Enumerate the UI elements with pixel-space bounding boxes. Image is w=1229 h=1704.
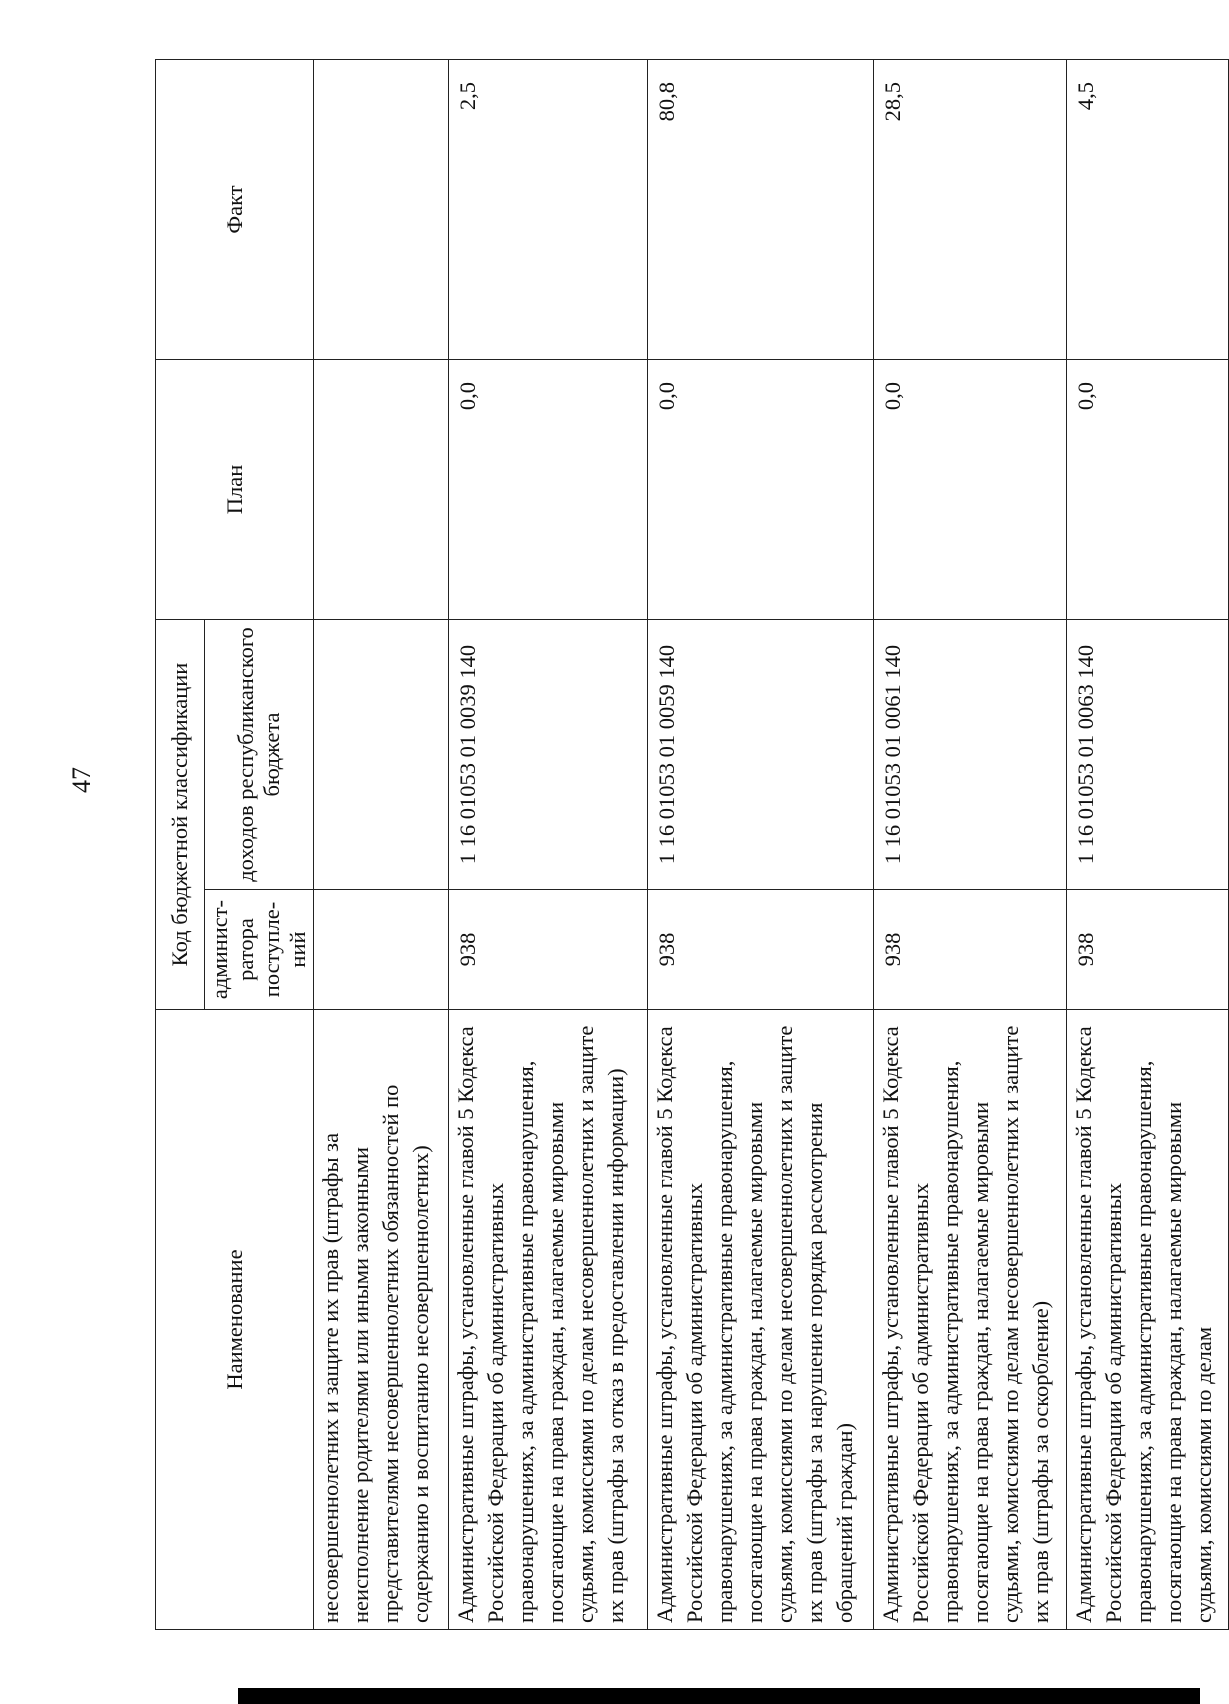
row-plan: 0,0 (873, 359, 1067, 619)
row-plan: 0,0 (449, 359, 648, 619)
row-fact: 4,5 (1067, 59, 1229, 359)
row-fact: 80,8 (648, 59, 873, 359)
header-budget-code-group: Код бюджетной классификации (156, 619, 205, 1009)
row-fact: 28,5 (873, 59, 1067, 359)
row-admin-code: 938 (873, 890, 1067, 1010)
header-fact: Факт (156, 59, 314, 359)
row-admin-code: 938 (449, 890, 648, 1010)
row-admin-code: 938 (648, 890, 873, 1010)
row-income-code: 1 16 01053 01 0061 140 (873, 619, 1067, 889)
row-name: Административные штрафы, установленные главой 5 Кодекса Российской Федерации об административных правонарушениях, за административные правонарушения, посягающие на права граждан, налагаемые мировыми судьями, комиссиями по делам несовершеннолетних и защите их прав (штрафы за отказ в предоставлении информации) (449, 1010, 648, 1630)
budget-revenue-table (155, 59, 1229, 1630)
row-income-code: 1 16 01053 01 0059 140 (648, 619, 873, 889)
page-number: 47 (67, 767, 96, 793)
row-plan (314, 359, 449, 619)
row-fact: 2,5 (449, 59, 648, 359)
scan-edge-strip (238, 1688, 1200, 1704)
table-row (449, 59, 648, 1629)
row-name: Административные штрафы, установленные главой 5 Кодекса Российской Федерации об административных правонарушениях, за административные правонарушения, посягающие на права граждан, налагаемые мировыми судьями, комиссиями по делам несовершеннолетних и защите их прав (штрафы за нарушение порядка рассмотрения обращений граждан) (648, 1010, 873, 1630)
row-fact (314, 59, 449, 359)
row-name: Административные штрафы, установленные главой 5 Кодекса Российской Федерации об административных правонарушениях, за административные правонарушения, посягающие на права граждан, налагаемые мировыми судьями, комиссиями по делам несовершеннолетних и защите их прав (штрафы за оскорбление) (873, 1010, 1067, 1630)
table-row (314, 59, 449, 1629)
table-row (648, 59, 873, 1629)
row-plan: 0,0 (648, 359, 873, 619)
table-row (873, 59, 1067, 1629)
row-name: Административные штрафы, установленные главой 5 Кодекса Российской Федерации об административных правонарушениях, за административные правонарушения, посягающие на права граждан, налагаемые мировыми судьями, комиссиями по делам (1067, 1010, 1229, 1630)
row-income-code: 1 16 01053 01 0039 140 (449, 619, 648, 889)
table-row (1067, 59, 1229, 1629)
header-income: доходов республиканского бюджета (205, 619, 314, 889)
header-admin: админист-ратора поступле-ний (205, 890, 314, 1010)
header-plan: План (156, 359, 314, 619)
row-plan: 0,0 (1067, 359, 1229, 619)
row-income-code: 1 16 01053 01 0063 140 (1067, 619, 1229, 889)
row-admin-code (314, 890, 449, 1010)
row-name: несовершеннолетних и защите их прав (штрафы за неисполнение родителями или иными законными представителями несовершеннолетних обязанностей по содержанию и воспитанию несовершеннолетних) (314, 1010, 449, 1630)
header-name: Наименование (156, 1010, 314, 1630)
rotated-table-container (155, 60, 1229, 1630)
row-admin-code: 938 (1067, 890, 1229, 1010)
row-income-code (314, 619, 449, 889)
